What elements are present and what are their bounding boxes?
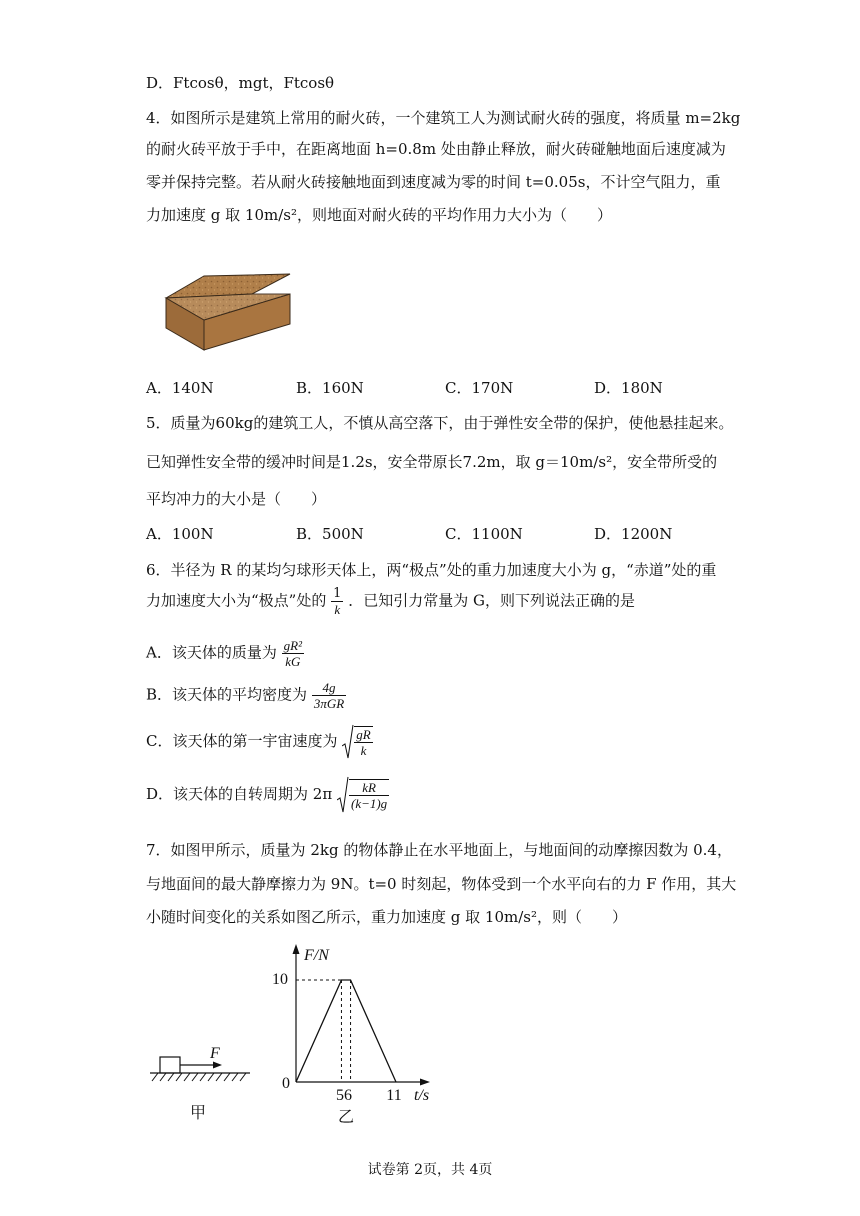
arrow-head-icon	[213, 1062, 222, 1069]
q7-line-2: 与地面间的最大静摩擦力为 9N。t=0 时刻起，物体受到一个水平向右的力 F 作用，其大	[146, 875, 737, 893]
q6-option-d	[146, 776, 389, 814]
q6-line-2	[146, 586, 635, 617]
q6-option-b-num: 4g	[312, 680, 346, 696]
figure-a-caption: 甲	[189, 1105, 207, 1122]
sqrt-radical-icon	[342, 724, 354, 760]
q4-option-d: D．180N	[594, 379, 663, 397]
q6-option-c-num: gR	[356, 727, 371, 742]
q6-option-c-formula	[354, 726, 372, 758]
q6-option-b-den: 3πGR	[313, 696, 345, 711]
q7-line-1: 7．如图甲所示，质量为 2kg 的物体静止在水平地面上，与地面间的动摩擦因数为 0.4，	[146, 841, 732, 859]
y-tick-label: 10	[272, 971, 288, 988]
q6-option-a-num: gR²	[283, 638, 302, 653]
q4-line-1: 4．如图所示是建筑上常用的耐火砖，一个建筑工人为测试耐火砖的强度，将质量 m=2kg	[146, 109, 741, 127]
q7-line-3: 小随时间变化的关系如图乙所示，重力加速度 g 取 10m/s²，则（ ）	[146, 908, 627, 926]
force-label: F	[210, 1045, 220, 1062]
q6-frac-num: 1	[333, 586, 342, 601]
q5-option-c: C．1100N	[445, 525, 523, 543]
q4-line-4: 力加速度 g 取 10m/s²，则地面对耐火砖的平均作用力大小为（ ）	[146, 206, 612, 224]
q6-option-a-text: A．该天体的质量为	[146, 643, 277, 662]
q3-option-d: D．Ftcosθ，mgt，Ftcosθ	[146, 74, 335, 92]
q6-option-b	[146, 680, 346, 711]
q5-line-3: 平均冲力的大小是（ ）	[146, 490, 327, 508]
x-tick-label-end: 11	[386, 1087, 402, 1104]
q4-option-c: C．170N	[445, 379, 514, 397]
q6-option-b-text: B．该天体的平均密度为	[146, 685, 308, 704]
q6-option-c-den: k	[360, 743, 367, 758]
q5-option-b: B．500N	[296, 525, 364, 543]
q6-option-d-formula	[349, 779, 389, 811]
q6-fraction-one-over-k	[331, 586, 343, 617]
block	[160, 1057, 180, 1073]
q6-line-1: 6．半径为 R 的某均匀球形天体上，两“极点”处的重力加速度大小为 g，“赤道”处的重	[146, 561, 717, 579]
x-axis-label: t/s	[414, 1087, 430, 1104]
q5-line-1: 5．质量为60kg的建筑工人，不慎从高空落下，由于弹性安全带的保护，使他悬挂起来。	[146, 414, 734, 432]
q6-option-b-formula	[312, 680, 346, 711]
q4-option-a: A．140N	[146, 379, 214, 397]
y-axis-label: F/N	[304, 947, 329, 964]
figure-b-force-time-graph	[264, 940, 444, 1130]
q5-option-d: D．1200N	[594, 525, 673, 543]
q6-option-a-den: kG	[285, 654, 301, 669]
q6-option-d-text: D．该天体的自转周期为 2π	[146, 785, 333, 803]
q6-frac-den: k	[334, 602, 341, 617]
origin-label: 0	[282, 1075, 290, 1092]
x-tick-labels-5-6: 56	[336, 1087, 352, 1104]
figure-a-block-on-ground	[146, 1040, 256, 1130]
q6-option-a	[146, 638, 304, 669]
sqrt-radical-icon	[337, 776, 349, 814]
q6-option-c-text: C．该天体的第一宇宙速度为	[146, 732, 338, 750]
q6-option-c-sqrt	[342, 724, 372, 760]
q6-line-2-end: ．已知引力常量为 G，则下列说法正确的是	[348, 591, 635, 610]
q6-option-c	[146, 724, 373, 760]
q6-line-2-start: 力加速度大小为“极点”处的	[146, 591, 327, 610]
firebrick-illustration	[162, 268, 294, 356]
q6-option-d-sqrt	[337, 776, 389, 814]
q6-option-a-formula	[282, 638, 304, 669]
q4-line-2: 的耐火砖平放于手中，在距离地面 h=0.8m 处由静止释放，耐火砖碰触地面后速度减为	[146, 140, 726, 158]
y-axis-arrow-icon	[293, 944, 300, 954]
q4-option-b: B．160N	[296, 379, 364, 397]
force-time-series-line	[296, 980, 396, 1082]
q5-option-a: A．100N	[146, 525, 214, 543]
figure-b-caption: 乙	[337, 1109, 355, 1126]
q4-line-3: 零并保持完整。若从耐火砖接触地面到速度减为零的时间 t=0.05s，不计空气阻力，重	[146, 173, 721, 191]
page-footer: 试卷第 2页，共 4页	[367, 1162, 493, 1178]
x-axis-arrow-icon	[420, 1079, 430, 1086]
q6-option-d-den: (k−1)g	[350, 796, 388, 811]
ground-hatching	[152, 1073, 246, 1081]
q6-option-d-num: kR	[349, 780, 389, 796]
q5-line-2: 已知弹性安全带的缓冲时间是1.2s，安全带原长7.2m，取 g＝10m/s²，安全带所受的	[146, 453, 718, 471]
